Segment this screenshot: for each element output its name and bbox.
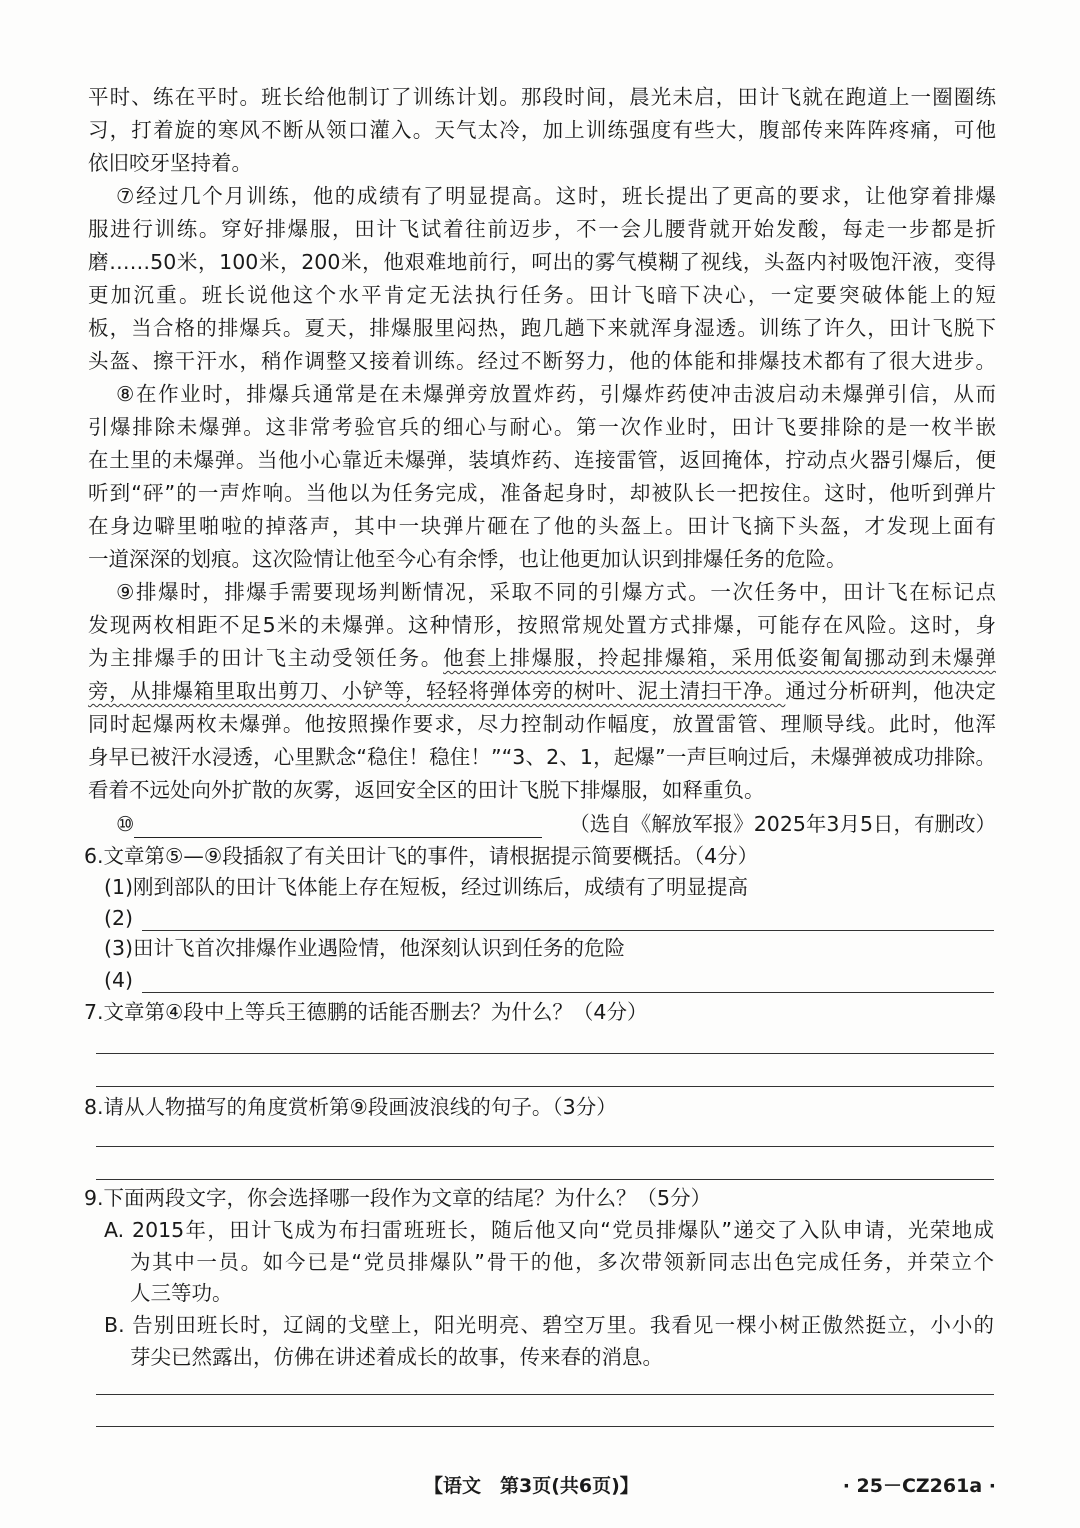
answer-line[interactable] xyxy=(96,1426,994,1427)
question-6-item-4: (4) xyxy=(104,968,134,992)
paragraph-marker: ⑩ xyxy=(116,812,135,836)
option-a-line: 为其中一员。如今已是“党员排爆队”骨干的他，多次带领新同志出色完成任务，并荣立个 xyxy=(130,1250,994,1274)
passage-line: 平时、练在平时。班长给他制订了训练计划。那段时间，晨光未启，田计飞就在跑道上一圈圈练 xyxy=(88,85,996,109)
passage-line: 服进行训练。穿好排爆服，田计飞试着往前迈步，不一会儿腰背就开始发酸，每走一步都是折 xyxy=(88,217,996,241)
passage-line: 习，打着旋的寒风不断从领口灌入。天气太冷，加上训练强度有些大，腹部传来阵阵疼痛，可他 xyxy=(88,118,996,142)
passage-line: 听到“砰”的一声炸响。当他以为任务完成，准备起身时，却被队长一把按住。这时，他听到弹片 xyxy=(88,481,996,505)
passage-line: 头盔、擦干汗水，稍作调整又接着训练。经过不断努力，他的体能和排爆技术都有了很大进步。 xyxy=(88,349,996,373)
question-9-stem: 9.下面两段文字，你会选择哪一段作为文章的结尾？为什么？（5分） xyxy=(84,1186,712,1210)
answer-line[interactable] xyxy=(96,1086,994,1087)
page-footer: 【语文 第3页(共6页)】 xyxy=(424,1475,639,1497)
option-b-line: B. 告别田班长时，辽阔的戈壁上，阳光明亮、碧空万里。我看见一棵小树正傲然挺立，小小的 xyxy=(104,1313,994,1337)
passage-line: ⑦经过几个月训练，他的成绩有了明显提高。这时，班长提出了更高的要求，让他穿着排爆 xyxy=(116,184,996,208)
passage-line: 引爆排除未爆弹。这非常考验官兵的细心与耐心。第一次作业时，田计飞要排除的是一枚半嵌 xyxy=(88,415,996,439)
passage-line: 一道深深的划痕。这次险情让他至今心有余悸，也让他更加认识到排爆任务的危险。 xyxy=(88,547,847,571)
passage-text: 通过分析研判，他决定 xyxy=(785,679,997,703)
question-8-stem: 8.请从人物描写的角度赏析第⑨段画波浪线的句子。（3分） xyxy=(84,1095,617,1119)
question-6-item-2: (2) xyxy=(104,906,134,930)
source-citation: （选自《解放军报》2025年3月5日，有删改） xyxy=(569,812,996,836)
question-6-item-3: (3)田计飞首次排爆作业遇险情，他深刻认识到任务的危险 xyxy=(104,936,626,960)
passage-text: 为主排爆手的田计飞主动受领任务。 xyxy=(88,646,443,670)
reading-passage xyxy=(88,81,996,807)
answer-line[interactable] xyxy=(96,1053,994,1054)
passage-line: 磨……50米，100米，200米，他艰难地前行，呵出的雾气模糊了视线，头盔内衬吸饱汗液，变得 xyxy=(88,250,996,274)
passage-line xyxy=(88,642,996,675)
passage-line: 同时起爆两枚未爆弹。他按照操作要求，尽力控制动作幅度，放置雷管、理顺导线。此时，他浑 xyxy=(88,712,996,736)
answer-line[interactable] xyxy=(96,1179,994,1180)
passage-line: 依旧咬牙坚持着。 xyxy=(88,151,252,175)
option-a-line: 人三等功。 xyxy=(130,1281,233,1305)
exam-code: · 25－CZ261a · xyxy=(842,1475,996,1497)
question-7-stem: 7.文章第④段中上等兵王德鹏的话能否删去？为什么？（4分） xyxy=(84,1000,648,1024)
wavy-underlined-sentence: 旁，从排爆箱里取出剪刀、小铲等，轻轻将弹体旁的树叶、泥土清扫干净。 xyxy=(88,679,786,703)
passage-line: ⑨排爆时，排爆手需要现场判断情况，采取不同的引爆方式。一次任务中，田计飞在标记点 xyxy=(116,580,996,604)
option-a-line: A. 2015年，田计飞成为布扫雷班班长，随后他又向“党员排爆队”递交了入队申请，光荣地成 xyxy=(104,1218,994,1242)
question-6-stem: 6.文章第⑤—⑨段插叙了有关田计飞的事件，请根据提示简要概括。（4分） xyxy=(84,844,759,868)
passage-line: 发现两枚相距不足5米的未爆弹。这种情形，按照常规处置方式排爆，可能存在风险。这时，身 xyxy=(88,613,996,637)
option-b-line: 芽尖已然露出，仿佛在讲述着成长的故事，传来春的消息。 xyxy=(130,1345,663,1369)
paragraph-10-blank[interactable] xyxy=(116,810,542,838)
passage-line: 在土里的未爆弹。当他小心靠近未爆弹，装填炸药、连接雷管，返回掩体，拧动点火器引爆后，便 xyxy=(88,448,996,472)
question-6-item-1: (1)刚到部队的田计飞体能上存在短板，经过训练后，成绩有了明显提高 xyxy=(104,875,749,899)
answer-line[interactable] xyxy=(96,1146,994,1147)
passage-line: 身早已被汗水浸透，心里默念“稳住！稳住！”“3、2、1，起爆”一声巨响过后，未爆弹被成功排除。 xyxy=(88,745,996,769)
wavy-underlined-sentence: 他套上排爆服，拎起排爆箱，采用低姿匍匐挪动到未爆弹 xyxy=(443,646,996,670)
answer-line[interactable] xyxy=(142,992,994,993)
passage-line: 更加沉重。班长说他这个水平肯定无法执行任务。田计飞暗下决心，一定要突破体能上的短 xyxy=(88,283,996,307)
passage-line: 在身边噼里啪啦的掉落声，其中一块弹片砸在了他的头盔上。田计飞摘下头盔，才发现上面有 xyxy=(88,514,996,538)
passage-line: 板，当合格的排爆兵。夏天，排爆服里闷热，跑几趟下来就浑身湿透。训练了许久，田计飞脱下 xyxy=(88,316,996,340)
answer-blank[interactable] xyxy=(134,815,542,838)
answer-line[interactable] xyxy=(142,930,994,931)
passage-line: 看着不远处向外扩散的灰雾，返回安全区的田计飞脱下排爆服，如释重负。 xyxy=(88,778,765,802)
answer-line[interactable] xyxy=(96,1394,994,1395)
passage-line: ⑧在作业时，排爆兵通常是在未爆弹旁放置炸药，引爆炸药使冲击波启动未爆弹引信，从而 xyxy=(116,382,996,406)
passage-line xyxy=(88,675,996,708)
